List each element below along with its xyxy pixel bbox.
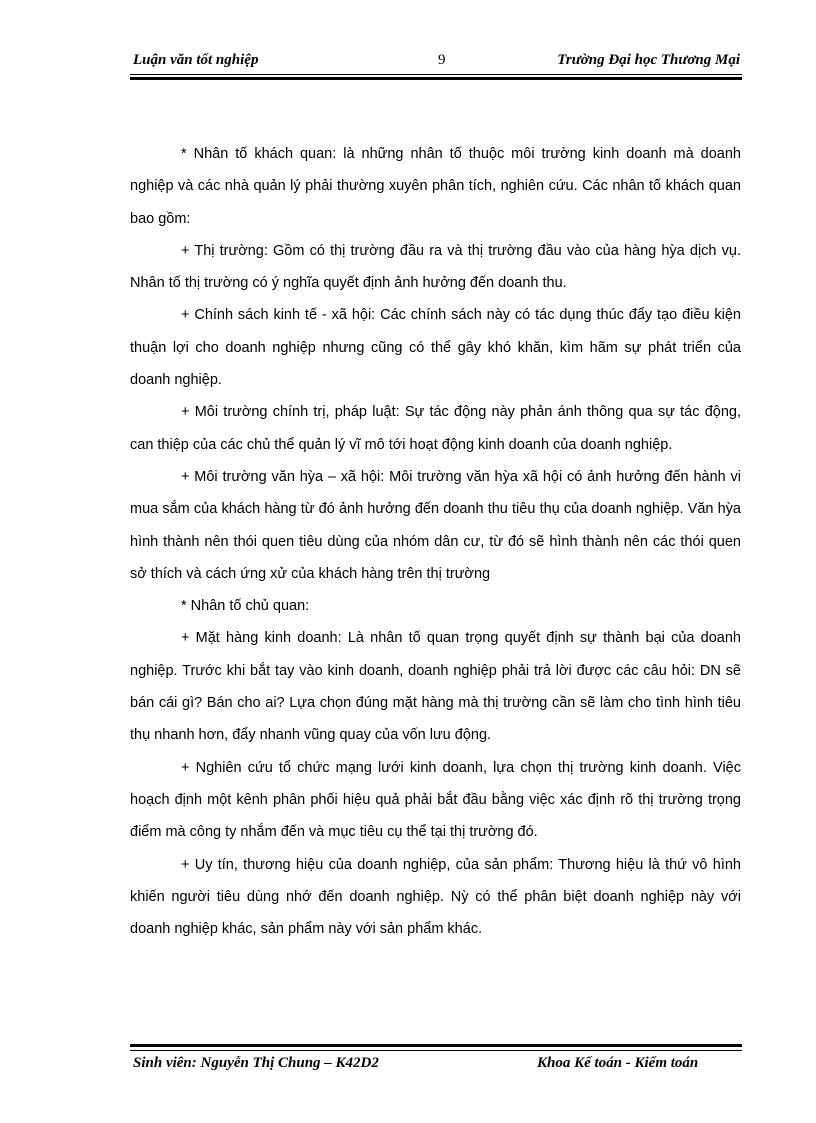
header-rule-thick <box>130 77 742 80</box>
paragraph-politics-law: + Môi trường chính trị, pháp luật: Sự tác động này phản ánh thông qua sự tác động, can thiệp của các chủ thể quản lý vĩ mô tới hoạt động kinh doanh của doanh nghiệp. <box>130 404 741 453</box>
paragraph-reputation-brand: + Uy tín, thương hiệu của doanh nghiệp, của sản phẩm: Thương hiệu là thứ vô hình khiến người tiêu dùng nhớ đến doanh nghiệp. Nỳ có thể phân biệt doanh nghiệp này với doanh nghiệp khác, sản phẩm này với sản phẩm khác. <box>130 856 741 938</box>
footer-faculty: Khoa Kế toán - Kiểm toán <box>537 1055 699 1071</box>
page-footer <box>130 1055 742 1075</box>
body-text <box>130 138 741 945</box>
paragraph-market: + Thị trường: Gồm có thị trường đầu ra và thị trường đầu vào của hàng hỳa dịch vụ. Nhân tố thị trường có ý nghĩa quyết định ảnh hưởng đến doanh thu. <box>130 242 741 292</box>
header-rule-thin <box>130 74 742 75</box>
header-thesis-title: Luận văn tốt nghiệp <box>133 52 259 68</box>
paragraph-external-factors: * Nhân tố khách quan: là những nhân tố thuộc môi trường kinh doanh mà doanh nghiệp và các nhà quản lý phải thường xuyên phân tích, nghiên cứu. Các nhân tố khách quan bao gồm: <box>130 146 741 227</box>
footer-rule-thick <box>130 1044 742 1047</box>
page-number: 9 <box>438 52 446 68</box>
paragraph-product-line: + Mặt hàng kinh doanh: Là nhân tố quan trọng quyết định sự thành bại của doanh nghiệp. Trước khi bắt tay vào kinh doanh, doanh nghiệp phải trả lời được các câu hỏi: DN sẽ bán cái gì? Bán cho ai? Lựa chọn đúng mặt hàng mà thị trường cần sẽ làm cho tình hình tiêu thụ nhanh hơn, đẩy nhanh vũng quay của vốn lưu động. <box>130 630 741 744</box>
footer-student: Sinh viên: Nguyễn Thị Chung – K42D2 <box>133 1055 379 1071</box>
paragraph-culture-society: + Môi trường văn hỳa – xã hội: Môi trường văn hỳa xã hội có ảnh hưởng đến hành vi mua sắm của khách hàng từ đó ảnh hưởng đến doanh thu tiêu thụ của doanh nghiệp. Văn hỳa hình thành nên thói quen tiêu dùng của nhóm dân cư, từ đó sẽ hình thành nên các thói quen sở thích và cách ứng xử của khách hàng trên thị trường <box>130 468 741 582</box>
paragraph-policy: + Chính sách kinh tế - xã hội: Các chính sách này có tác dụng thúc đẩy tạo điều kiện thuận lợi cho doanh nghiệp nhưng cũng có thể gây khó khăn, kìm hãm sự phát triển của doanh nghiệp. <box>130 307 741 389</box>
page-header <box>130 52 742 72</box>
header-university: Trường Đại học Thương Mại <box>557 52 740 68</box>
paragraph-network: + Nghiên cứu tổ chức mạng lưới kinh doanh, lựa chọn thị trường kinh doanh. Việc hoạch định một kênh phân phối hiệu quả phải bắt đầu bằng việc xác định rõ thị trường trọng điểm mà công ty nhắm đến và mục tiêu cụ thể tại thị trường đó. <box>130 759 741 841</box>
footer-rule-thin <box>130 1050 742 1051</box>
paragraph-internal-factors: * Nhân tố chủ quan: <box>181 598 310 615</box>
